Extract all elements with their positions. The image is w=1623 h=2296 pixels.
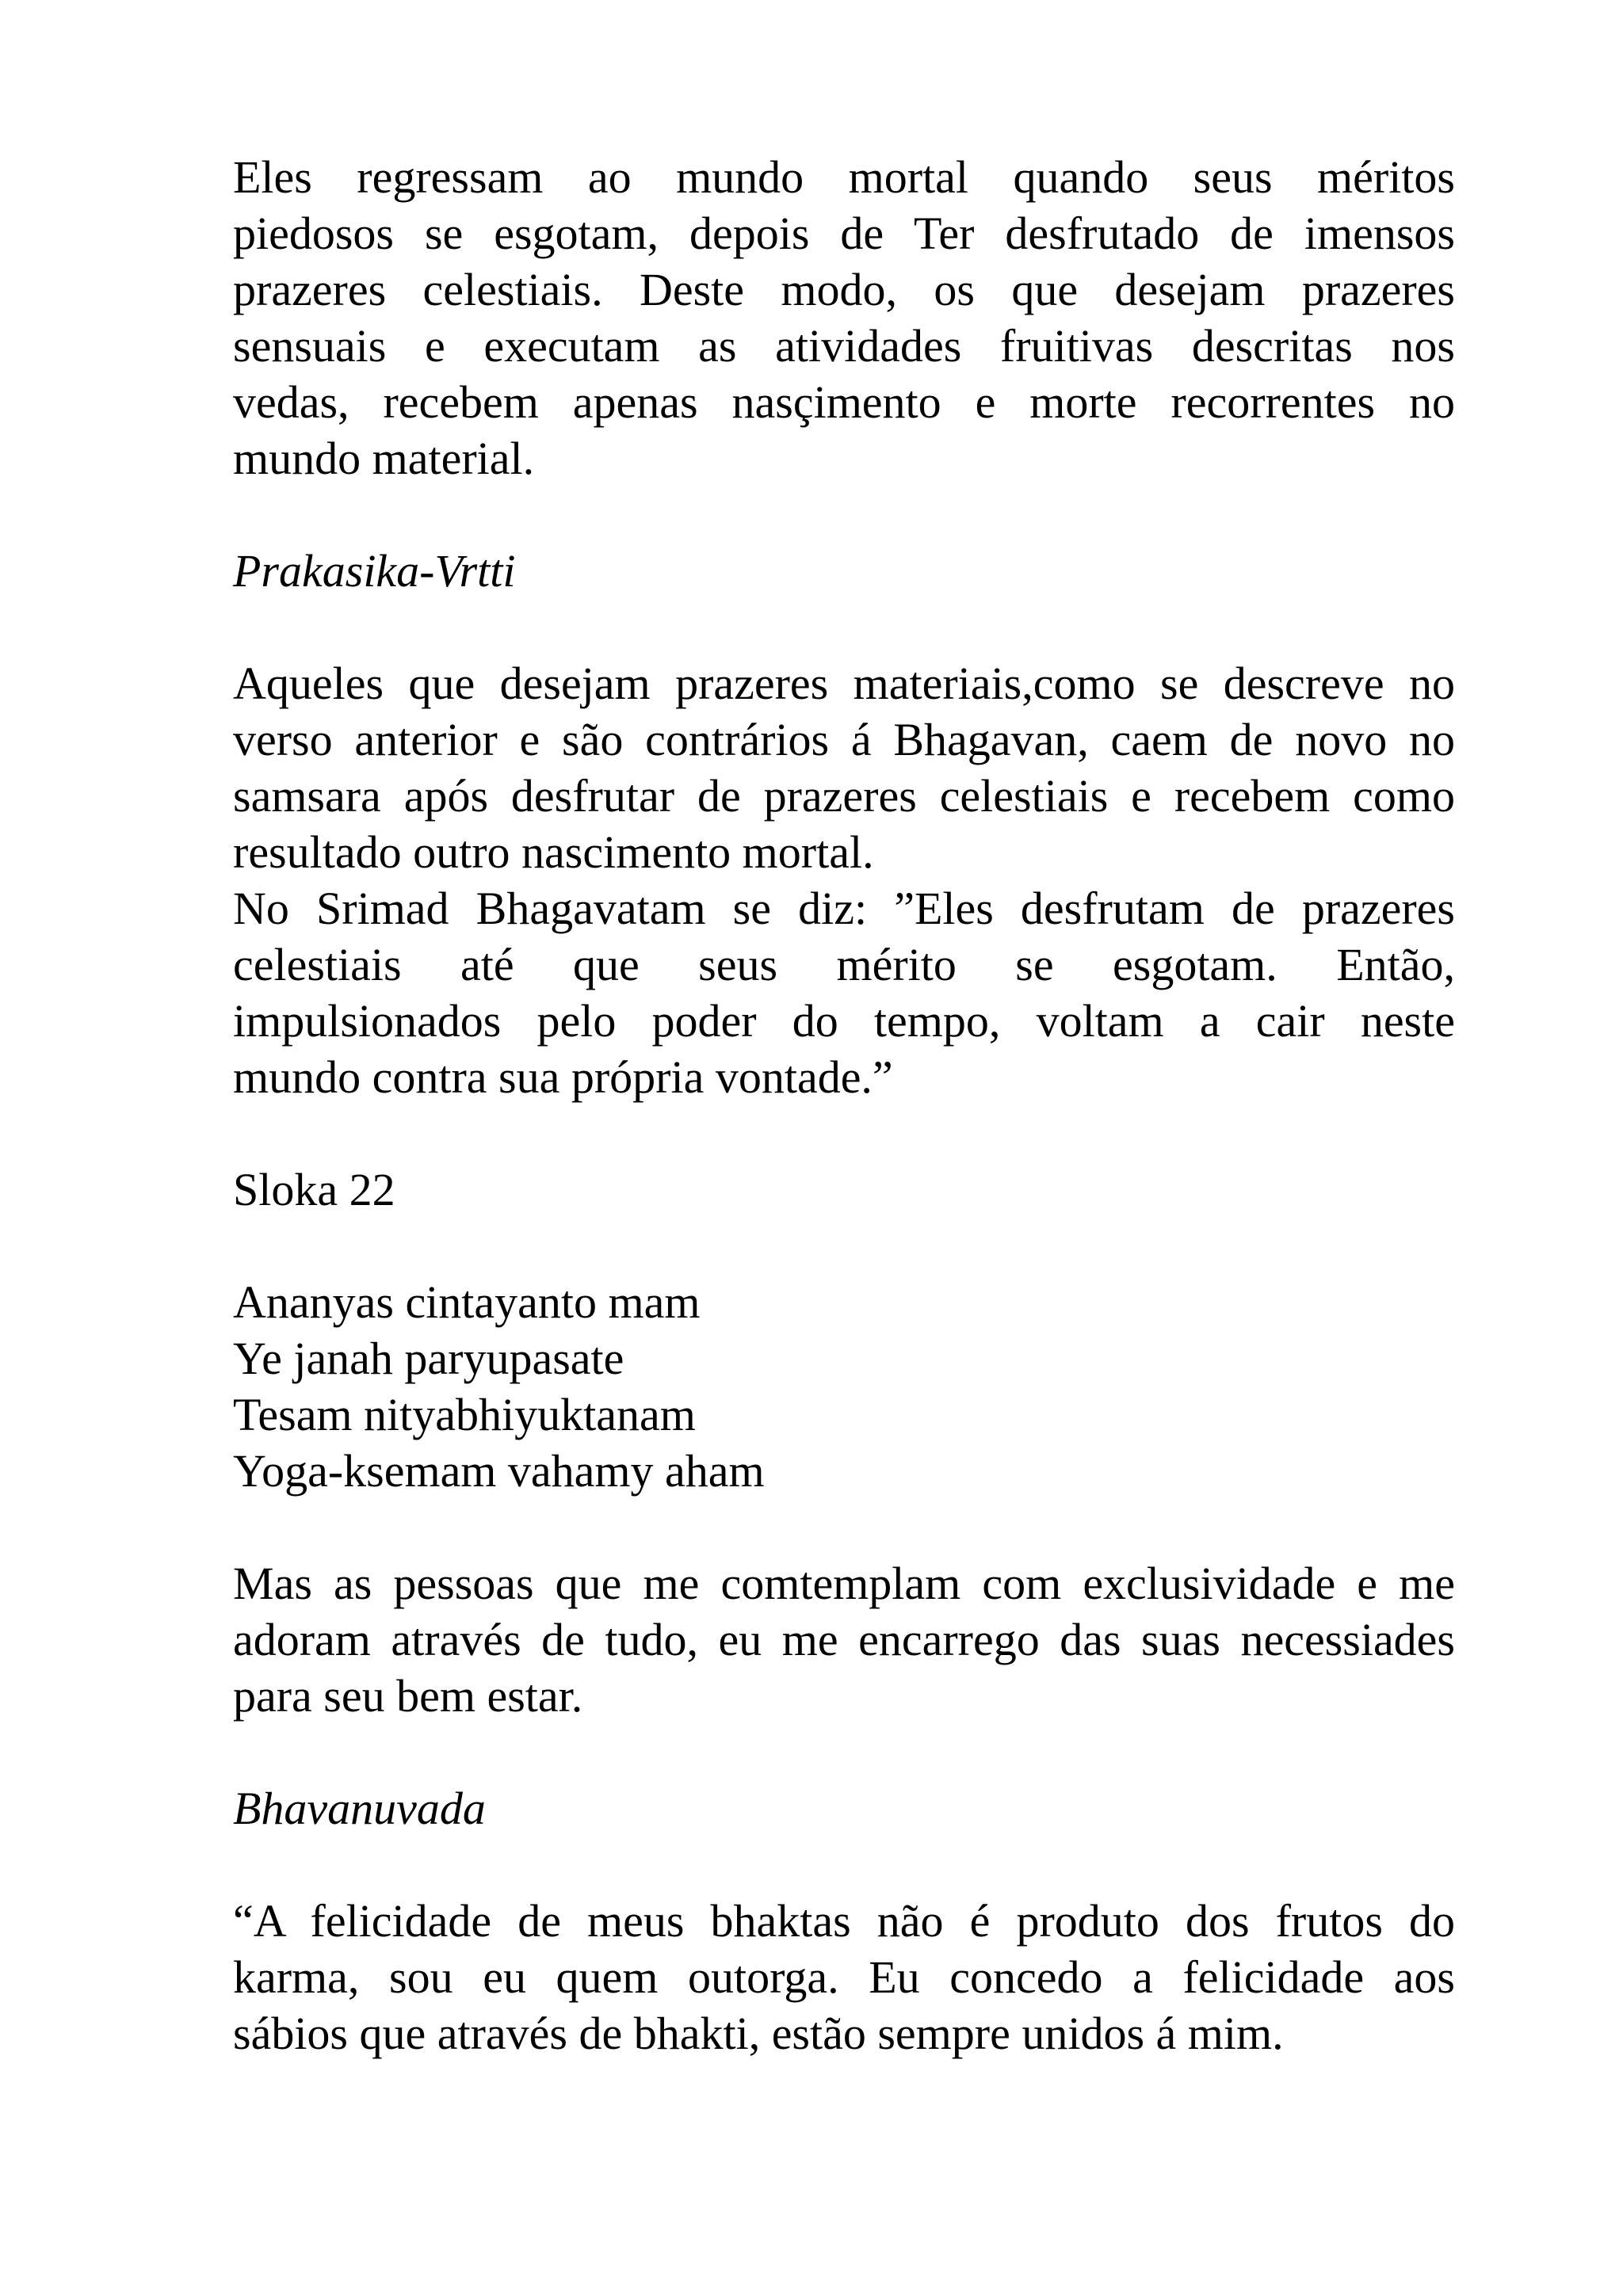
text-line: celestiais até que seus mérito se esgotam. Então, xyxy=(233,939,1455,990)
text-line: sensuais e executam as atividades fruitivas descritas nos xyxy=(233,320,1455,372)
text-line: verso anterior e são contrários á Bhagavan, caem de novo no xyxy=(233,714,1455,765)
text-line: vedas, recebem apenas nasçimento e morte recorrentes no xyxy=(233,376,1455,428)
document-page xyxy=(233,149,1455,2061)
spacer xyxy=(233,486,1455,543)
text-line: mundo material. xyxy=(233,433,535,484)
paragraph-translation xyxy=(233,1555,1455,1724)
spacer xyxy=(233,1499,1455,1555)
heading-bhavanuvada: Bhavanuvada xyxy=(233,1783,486,1834)
spacer xyxy=(233,1836,1455,1893)
verse-line: Ananyas cintayanto mam xyxy=(233,1276,701,1328)
text-line: No Srimad Bhagavatam se diz: ”Eles desfrutam de prazeres xyxy=(233,883,1455,934)
text-line: prazeres celestiais. Deste modo, os que desejam prazeres xyxy=(233,264,1455,315)
paragraph-merits-exhausted xyxy=(233,149,1455,486)
spacer xyxy=(233,1724,1455,1780)
text-line: resultado outro nascimento mortal. xyxy=(233,826,874,878)
text-line: adoram através de tudo, eu me encarrego das suas necessiades xyxy=(233,1614,1455,1665)
text-line: Aqueles que desejam prazeres materiais,como se descreve no xyxy=(233,658,1455,709)
text-line: Mas as pessoas que me comtemplam com exclusividade e me xyxy=(233,1558,1455,1609)
text-line: karma, sou eu quem outorga. Eu concedo a felicidade aos xyxy=(233,1951,1455,2003)
text-line: sábios que através de bhakti, estão sempre unidos á mim. xyxy=(233,2008,1284,2059)
spacer xyxy=(233,599,1455,655)
heading-prakasika-vrtti: Prakasika-Vrtti xyxy=(233,545,516,597)
verse-line: Yoga-ksemam vahamy aham xyxy=(233,1445,765,1497)
paragraph-material-pleasures xyxy=(233,655,1455,880)
sanskrit-verse xyxy=(233,1274,1455,1499)
verse-line: Ye janah paryupasate xyxy=(233,1333,624,1384)
paragraph-srimad-bhagavatam xyxy=(233,880,1455,1105)
text-line: “A felicidade de meus bhaktas não é produto dos frutos do xyxy=(233,1895,1455,1947)
text-line: piedosos se esgotam, depois de Ter desfrutado de imensos xyxy=(233,208,1455,259)
spacer xyxy=(233,1105,1455,1161)
text-line: samsara após desfrutar de prazeres celestiais e recebem como xyxy=(233,770,1455,822)
text-line: impulsionados pelo poder do tempo, voltam a cair neste xyxy=(233,995,1455,1047)
paragraph-bhaktas-happiness xyxy=(233,1893,1455,2061)
text-line: para seu bem estar. xyxy=(233,1670,583,1722)
spacer xyxy=(233,1218,1455,1274)
text-line: mundo contra sua própria vontade.” xyxy=(233,1051,893,1103)
sloka-title: Sloka 22 xyxy=(233,1164,395,1215)
text-line: Eles regressam ao mundo mortal quando seus méritos xyxy=(233,151,1455,203)
verse-line: Tesam nityabhiyuktanam xyxy=(233,1389,696,1440)
